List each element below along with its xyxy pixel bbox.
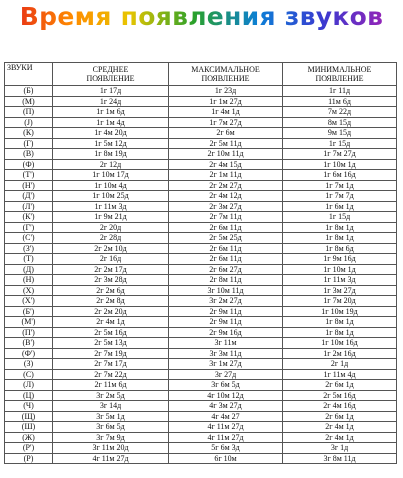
minimum-cell: 7м 22д bbox=[283, 107, 397, 118]
minimum-cell: 2г 1д bbox=[283, 359, 397, 370]
maximum-cell: 2г 6м 11д bbox=[169, 243, 283, 254]
sound-cell: (П') bbox=[5, 327, 53, 338]
average-cell: 3г 11м 20д bbox=[53, 443, 169, 454]
table-row bbox=[5, 275, 397, 286]
sound-cell: (Ш) bbox=[5, 422, 53, 433]
average-cell: 3г 14д bbox=[53, 401, 169, 412]
sound-cell: (В) bbox=[5, 149, 53, 160]
maximum-cell: 2г 9м 11д bbox=[169, 317, 283, 328]
average-cell: 2г 5м 13д bbox=[53, 338, 169, 349]
table-row bbox=[5, 180, 397, 191]
sound-cell: (Ж) bbox=[5, 432, 53, 443]
minimum-cell: 1г 10м 19д bbox=[283, 306, 397, 317]
maximum-cell: 2г 4м 12д bbox=[169, 191, 283, 202]
sound-cell: (Р) bbox=[5, 453, 53, 464]
table-row bbox=[5, 348, 397, 359]
average-cell: 2г 12д bbox=[53, 159, 169, 170]
maximum-cell: 2г 8м 11д bbox=[169, 275, 283, 286]
minimum-cell: 3г 8м 11д bbox=[283, 453, 397, 464]
minimum-cell: 9м 15д bbox=[283, 128, 397, 139]
table-row bbox=[5, 222, 397, 233]
sound-cell: (Д) bbox=[5, 264, 53, 275]
maximum-cell: 3г 10м 11д bbox=[169, 285, 283, 296]
maximum-cell: 4г 11м 27д bbox=[169, 432, 283, 443]
table-row bbox=[5, 432, 397, 443]
sound-cell: (Н') bbox=[5, 180, 53, 191]
average-cell: 2г 2м 20д bbox=[53, 306, 169, 317]
header-maximum-line1: МАКСИМАЛЬНОЕ bbox=[191, 65, 260, 74]
sound-cell: (J) bbox=[5, 117, 53, 128]
table-row bbox=[5, 170, 397, 181]
table-row bbox=[5, 128, 397, 139]
minimum-cell: 2г 4м 1д bbox=[283, 432, 397, 443]
average-cell: 4г 11м 27д bbox=[53, 453, 169, 464]
sound-cell: (Ф') bbox=[5, 348, 53, 359]
maximum-cell: 2г 1м 11д bbox=[169, 170, 283, 181]
average-cell: 2г 2м 17д bbox=[53, 264, 169, 275]
sound-cell: (К) bbox=[5, 128, 53, 139]
minimum-cell: 1г 11д bbox=[283, 86, 397, 97]
sound-cell: (З') bbox=[5, 243, 53, 254]
maximum-cell: 6г 10м bbox=[169, 453, 283, 464]
minimum-cell: 2г 6м 1д bbox=[283, 411, 397, 422]
table-row bbox=[5, 453, 397, 464]
maximum-cell: 3г 1м 27д bbox=[169, 359, 283, 370]
sound-cell: (Т') bbox=[5, 170, 53, 181]
table-row bbox=[5, 306, 397, 317]
minimum-cell: 1г 10м 16д bbox=[283, 338, 397, 349]
table-row bbox=[5, 443, 397, 454]
header-minimum-line2: ПОЯВЛЕНИЕ bbox=[315, 74, 364, 83]
sound-cell: (Ф) bbox=[5, 159, 53, 170]
sound-cell: (С) bbox=[5, 369, 53, 380]
minimum-cell: 1г 11м 3д bbox=[283, 275, 397, 286]
sound-cell: (Л) bbox=[5, 380, 53, 391]
minimum-cell: 1г 15д bbox=[283, 212, 397, 223]
maximum-cell: 4г 4м 27 bbox=[169, 411, 283, 422]
maximum-cell: 2г 9м 11д bbox=[169, 306, 283, 317]
average-cell: 2г 3м 28д bbox=[53, 275, 169, 286]
maximum-cell: 2г 6м 27д bbox=[169, 264, 283, 275]
table-row bbox=[5, 422, 397, 433]
header-minimum bbox=[283, 63, 397, 86]
sound-cell: (В') bbox=[5, 338, 53, 349]
maximum-cell: 1г 1м 27д bbox=[169, 96, 283, 107]
minimum-cell: 1г 7м 1д bbox=[283, 180, 397, 191]
minimum-cell: 1г 10м 1д bbox=[283, 159, 397, 170]
table-row bbox=[5, 390, 397, 401]
header-sounds bbox=[5, 63, 53, 86]
average-cell: 2г 11м 6д bbox=[53, 380, 169, 391]
minimum-cell: 1г 8м 1д bbox=[283, 327, 397, 338]
minimum-cell: 2г 5м 16д bbox=[283, 390, 397, 401]
average-cell: 2г 2м 6д bbox=[53, 285, 169, 296]
sound-cell: (Р') bbox=[5, 443, 53, 454]
average-cell: 2г 28д bbox=[53, 233, 169, 244]
average-cell: 2г 7м 22д bbox=[53, 369, 169, 380]
table-row bbox=[5, 159, 397, 170]
table-row bbox=[5, 401, 397, 412]
table-row bbox=[5, 201, 397, 212]
table-row bbox=[5, 296, 397, 307]
maximum-cell: 2г 5м 11д bbox=[169, 138, 283, 149]
maximum-cell: 3г 2м 27д bbox=[169, 296, 283, 307]
header-average-line1: СРЕДНЕЕ bbox=[92, 65, 129, 74]
average-cell: 1г 17д bbox=[53, 86, 169, 97]
average-cell: 2г 4м 1д bbox=[53, 317, 169, 328]
header-average bbox=[53, 63, 169, 86]
average-cell: 3г 5м 1д bbox=[53, 411, 169, 422]
minimum-cell: 1г 11м 4д bbox=[283, 369, 397, 380]
sound-cell: (М') bbox=[5, 317, 53, 328]
maximum-cell: 4г 10м 12д bbox=[169, 390, 283, 401]
maximum-cell: 2г 5м 25д bbox=[169, 233, 283, 244]
table-row bbox=[5, 254, 397, 265]
table-row bbox=[5, 117, 397, 128]
minimum-cell: 1г 8м 1д bbox=[283, 317, 397, 328]
page-title: Время появления звуков bbox=[0, 0, 403, 38]
minimum-cell: 1г 3м 27д bbox=[283, 285, 397, 296]
average-cell: 2г 7м 19д bbox=[53, 348, 169, 359]
average-cell: 1г 5м 12д bbox=[53, 138, 169, 149]
table-row bbox=[5, 369, 397, 380]
table-row bbox=[5, 107, 397, 118]
maximum-cell: 4г 3м 27д bbox=[169, 401, 283, 412]
sound-cell: (Г) bbox=[5, 138, 53, 149]
minimum-cell: 1г 8м 1д bbox=[283, 233, 397, 244]
minimum-cell: 2г 6м 1д bbox=[283, 380, 397, 391]
minimum-cell: 8м 15д bbox=[283, 117, 397, 128]
maximum-cell: 4г 11м 27д bbox=[169, 422, 283, 433]
minimum-cell: 1г 2м 16д bbox=[283, 348, 397, 359]
maximum-cell: 3г 3м 11д bbox=[169, 348, 283, 359]
sound-cell: (З) bbox=[5, 359, 53, 370]
maximum-cell: 1г 23д bbox=[169, 86, 283, 97]
maximum-cell: 5г 6м 3д bbox=[169, 443, 283, 454]
header-sounds-label: ЗВУКИ bbox=[7, 63, 33, 72]
average-cell: 1г 11м 3д bbox=[53, 201, 169, 212]
average-cell: 1г 1м 6д bbox=[53, 107, 169, 118]
sound-cell: (Х') bbox=[5, 296, 53, 307]
maximum-cell: 2г 4м 15д bbox=[169, 159, 283, 170]
maximum-cell: 2г 10м 11д bbox=[169, 149, 283, 160]
maximum-cell: 3г 27д bbox=[169, 369, 283, 380]
average-cell: 2г 5м 16д bbox=[53, 327, 169, 338]
table-row bbox=[5, 233, 397, 244]
sound-cell: (Д') bbox=[5, 191, 53, 202]
minimum-cell: 1г 8м 1д bbox=[283, 222, 397, 233]
sound-cell: (Х) bbox=[5, 285, 53, 296]
maximum-cell: 3г 6м 5д bbox=[169, 380, 283, 391]
average-cell: 1г 10м 17д bbox=[53, 170, 169, 181]
minimum-cell: 1г 15д bbox=[283, 138, 397, 149]
table-row bbox=[5, 138, 397, 149]
sound-cell: (Г') bbox=[5, 222, 53, 233]
table-row bbox=[5, 86, 397, 97]
minimum-cell: 1г 7м 7д bbox=[283, 191, 397, 202]
table-row bbox=[5, 243, 397, 254]
average-cell: 1г 4м 20д bbox=[53, 128, 169, 139]
average-cell: 1г 9м 21д bbox=[53, 212, 169, 223]
minimum-cell: 1г 9м 16д bbox=[283, 254, 397, 265]
average-cell: 2г 20д bbox=[53, 222, 169, 233]
table-row bbox=[5, 359, 397, 370]
sound-cell: (Щ) bbox=[5, 411, 53, 422]
average-cell: 2г 7м 17д bbox=[53, 359, 169, 370]
average-cell: 3г 2м 5д bbox=[53, 390, 169, 401]
minimum-cell: 1г 7м 20д bbox=[283, 296, 397, 307]
table-row bbox=[5, 380, 397, 391]
table-row bbox=[5, 338, 397, 349]
maximum-cell: 3г 11м bbox=[169, 338, 283, 349]
average-cell: 2г 2м 8д bbox=[53, 296, 169, 307]
sound-onset-table bbox=[4, 62, 397, 464]
maximum-cell: 2г 2м 27д bbox=[169, 180, 283, 191]
minimum-cell: 2г 4м 1д bbox=[283, 422, 397, 433]
maximum-cell: 2г 6м 11д bbox=[169, 254, 283, 265]
minimum-cell: 1г 6м 16д bbox=[283, 170, 397, 181]
table-row bbox=[5, 411, 397, 422]
sound-cell: (Б) bbox=[5, 86, 53, 97]
sound-cell: (Б') bbox=[5, 306, 53, 317]
header-minimum-line1: МИНИМАЛЬНОЕ bbox=[307, 65, 372, 74]
sound-cell: (К') bbox=[5, 212, 53, 223]
maximum-cell: 1г 7м 27д bbox=[169, 117, 283, 128]
average-cell: 1г 10м 4д bbox=[53, 180, 169, 191]
maximum-cell: 2г 9м 16д bbox=[169, 327, 283, 338]
average-cell: 1г 10м 25д bbox=[53, 191, 169, 202]
table-row bbox=[5, 212, 397, 223]
header-row bbox=[5, 63, 397, 86]
average-cell: 1г 8м 19д bbox=[53, 149, 169, 160]
maximum-cell: 2г 6м bbox=[169, 128, 283, 139]
maximum-cell: 2г 3м 27д bbox=[169, 201, 283, 212]
minimum-cell: 11м 6д bbox=[283, 96, 397, 107]
sound-cell: (С') bbox=[5, 233, 53, 244]
table-row bbox=[5, 191, 397, 202]
sound-cell: (М) bbox=[5, 96, 53, 107]
table-row bbox=[5, 149, 397, 160]
table-row bbox=[5, 285, 397, 296]
sound-cell: (Л') bbox=[5, 201, 53, 212]
maximum-cell: 2г 6м 11д bbox=[169, 222, 283, 233]
sound-cell: (Ч) bbox=[5, 401, 53, 412]
average-cell: 2г 16д bbox=[53, 254, 169, 265]
minimum-cell: 1г 7м 27д bbox=[283, 149, 397, 160]
minimum-cell: 1г 10м 1д bbox=[283, 264, 397, 275]
minimum-cell: 1г 6м 1д bbox=[283, 201, 397, 212]
table-row bbox=[5, 317, 397, 328]
maximum-cell: 2г 7м 11д bbox=[169, 212, 283, 223]
table-row bbox=[5, 96, 397, 107]
header-maximum-line2: ПОЯВЛЕНИЕ bbox=[201, 74, 250, 83]
sound-cell: (Н) bbox=[5, 275, 53, 286]
minimum-cell: 3г 1д bbox=[283, 443, 397, 454]
minimum-cell: 1г 8м 6д bbox=[283, 243, 397, 254]
sound-cell: (Т) bbox=[5, 254, 53, 265]
average-cell: 2г 2м 10д bbox=[53, 243, 169, 254]
sound-cell: (П) bbox=[5, 107, 53, 118]
table-row bbox=[5, 264, 397, 275]
minimum-cell: 2г 4м 16д bbox=[283, 401, 397, 412]
table-row bbox=[5, 327, 397, 338]
average-cell: 3г 6м 5д bbox=[53, 422, 169, 433]
average-cell: 1г 1м 4д bbox=[53, 117, 169, 128]
average-cell: 3г 7м 9д bbox=[53, 432, 169, 443]
sound-cell: (Ц) bbox=[5, 390, 53, 401]
maximum-cell: 1г 4м 1д bbox=[169, 107, 283, 118]
header-maximum bbox=[169, 63, 283, 86]
average-cell: 1г 24д bbox=[53, 96, 169, 107]
header-average-line2: ПОЯВЛЕНИЕ bbox=[86, 74, 135, 83]
